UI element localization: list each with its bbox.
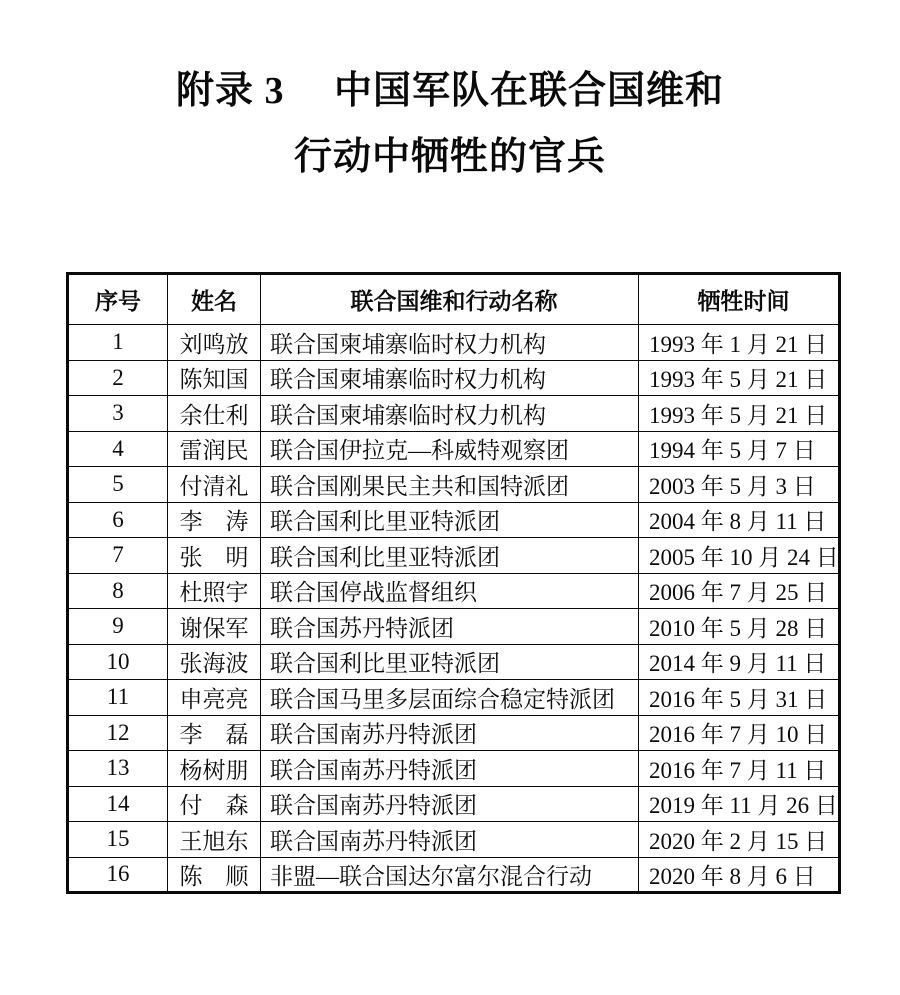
- cell-name: 张海波: [168, 644, 261, 680]
- cell-date: 2020 年 8 月 6 日: [639, 857, 840, 893]
- cell-mission: 联合国停战监督组织: [261, 573, 639, 609]
- cell-mission: 联合国马里多层面综合稳定特派团: [261, 680, 639, 716]
- cell-name: 付清礼: [168, 467, 261, 503]
- cell-no: 7: [68, 538, 168, 574]
- cell-no: 10: [68, 644, 168, 680]
- table-row: [68, 325, 840, 361]
- cell-date: 2005 年 10 月 24 日: [639, 538, 840, 574]
- cell-name: 陈 顺: [168, 857, 261, 893]
- table-row: [68, 609, 840, 645]
- cell-date: 2019 年 11 月 26 日: [639, 786, 840, 822]
- cell-date: 1994 年 5 月 7 日: [639, 431, 840, 467]
- cell-mission: 联合国柬埔寨临时权力机构: [261, 325, 639, 361]
- cell-no: 3: [68, 396, 168, 432]
- cell-name: 陈知国: [168, 360, 261, 396]
- cell-name: 王旭东: [168, 822, 261, 858]
- page-title-line-1: 附录 3 中国军队在联合国维和: [175, 70, 724, 112]
- table-row: [68, 715, 840, 751]
- cell-no: 5: [68, 467, 168, 503]
- cell-name: 张 明: [168, 538, 261, 574]
- table-row: [68, 786, 840, 822]
- cell-date: 2014 年 9 月 11 日: [639, 644, 840, 680]
- table-header-row: [68, 274, 840, 325]
- cell-no: 2: [68, 360, 168, 396]
- cell-name: 雷润民: [168, 431, 261, 467]
- cell-no: 16: [68, 857, 168, 893]
- cell-name: 余仕利: [168, 396, 261, 432]
- cell-mission: 联合国伊拉克—科威特观察团: [261, 431, 639, 467]
- cell-mission: 联合国柬埔寨临时权力机构: [261, 396, 639, 432]
- page-title-line-2: 行动中牺牲的官兵: [293, 136, 606, 178]
- cell-name: 申亮亮: [168, 680, 261, 716]
- cell-date: 2016 年 5 月 31 日: [639, 680, 840, 716]
- cell-name: 付 森: [168, 786, 261, 822]
- cell-mission: 联合国利比里亚特派团: [261, 502, 639, 538]
- cell-no: 12: [68, 715, 168, 751]
- cell-name: 杨树朋: [168, 751, 261, 787]
- cell-name: 谢保军: [168, 609, 261, 645]
- cell-mission: 联合国南苏丹特派团: [261, 822, 639, 858]
- cell-no: 14: [68, 786, 168, 822]
- table-row: [68, 538, 840, 574]
- cell-mission: 联合国柬埔寨临时权力机构: [261, 360, 639, 396]
- cell-no: 8: [68, 573, 168, 609]
- cell-no: 15: [68, 822, 168, 858]
- header-no: 序号: [68, 274, 168, 325]
- cell-mission: 非盟—联合国达尔富尔混合行动: [261, 857, 639, 893]
- cell-mission: 联合国利比里亚特派团: [261, 538, 639, 574]
- cell-date: 1993 年 5 月 21 日: [639, 396, 840, 432]
- table-row: [68, 573, 840, 609]
- table-row: [68, 644, 840, 680]
- cell-no: 11: [68, 680, 168, 716]
- cell-name: 李 涛: [168, 502, 261, 538]
- cell-date: 1993 年 5 月 21 日: [639, 360, 840, 396]
- table-row: [68, 680, 840, 716]
- casualty-table: [66, 272, 841, 894]
- table-row: [68, 467, 840, 503]
- table-row: [68, 431, 840, 467]
- cell-name: 李 磊: [168, 715, 261, 751]
- cell-date: 2003 年 5 月 3 日: [639, 467, 840, 503]
- cell-no: 1: [68, 325, 168, 361]
- header-name: 姓名: [168, 274, 261, 325]
- cell-name: 杜照宇: [168, 573, 261, 609]
- cell-no: 9: [68, 609, 168, 645]
- cell-no: 4: [68, 431, 168, 467]
- table-row: [68, 857, 840, 893]
- cell-mission: 联合国南苏丹特派团: [261, 786, 639, 822]
- cell-date: 2006 年 7 月 25 日: [639, 573, 840, 609]
- cell-date: 2016 年 7 月 10 日: [639, 715, 840, 751]
- cell-date: 2004 年 8 月 11 日: [639, 502, 840, 538]
- cell-date: 2016 年 7 月 11 日: [639, 751, 840, 787]
- cell-date: 2020 年 2 月 15 日: [639, 822, 840, 858]
- table-row: [68, 822, 840, 858]
- cell-mission: 联合国利比里亚特派团: [261, 644, 639, 680]
- table-row: [68, 751, 840, 787]
- table-row: [68, 502, 840, 538]
- page-title: [0, 58, 900, 190]
- table-body: [68, 325, 840, 893]
- cell-mission: 联合国南苏丹特派团: [261, 751, 639, 787]
- table-header: [68, 274, 840, 325]
- cell-mission: 联合国南苏丹特派团: [261, 715, 639, 751]
- table-row: [68, 396, 840, 432]
- cell-name: 刘鸣放: [168, 325, 261, 361]
- cell-date: 2010 年 5 月 28 日: [639, 609, 840, 645]
- header-mission: 联合国维和行动名称: [261, 274, 639, 325]
- table-row: [68, 360, 840, 396]
- cell-mission: 联合国苏丹特派团: [261, 609, 639, 645]
- header-date: 牺牲时间: [639, 274, 840, 325]
- cell-mission: 联合国刚果民主共和国特派团: [261, 467, 639, 503]
- cell-no: 13: [68, 751, 168, 787]
- cell-date: 1993 年 1 月 21 日: [639, 325, 840, 361]
- cell-no: 6: [68, 502, 168, 538]
